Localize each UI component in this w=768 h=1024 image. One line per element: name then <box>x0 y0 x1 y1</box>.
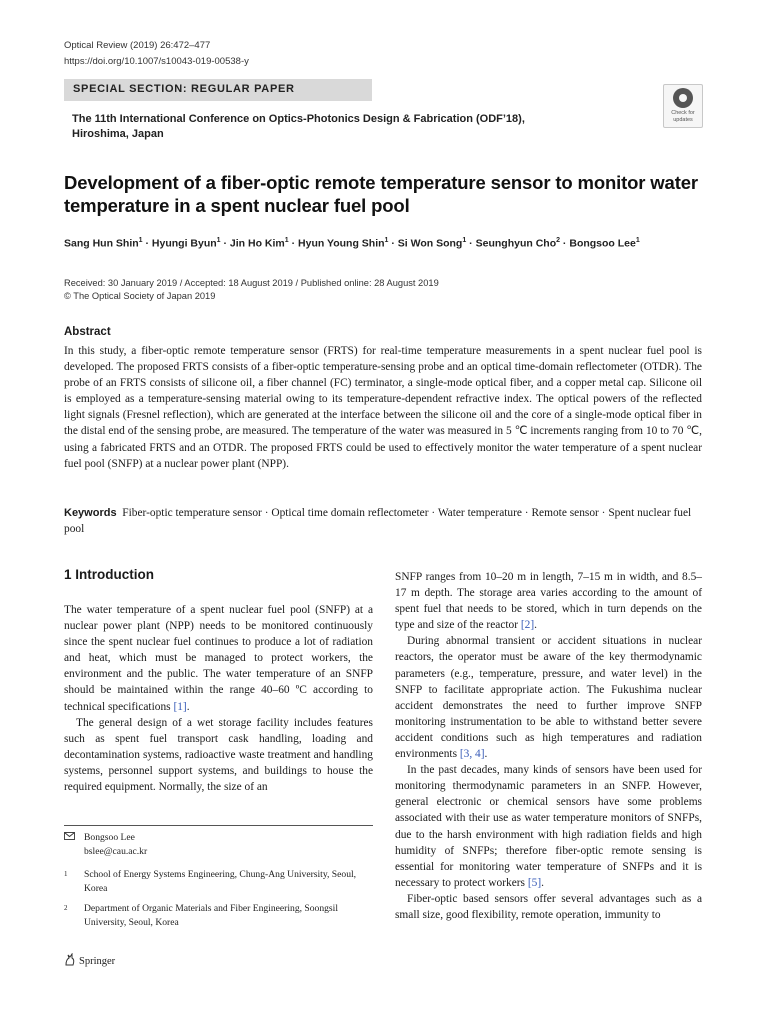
section-banner-label: SPECIAL SECTION: REGULAR PAPER <box>73 83 295 95</box>
affiliation-text: School of Energy Systems Engineering, Chung-Ang University, Seoul, Korea <box>84 869 357 894</box>
journal-citation: Optical Review (2019) 26:472–477 <box>64 40 211 51</box>
author-affiliation: 1 <box>216 237 221 244</box>
citation-link[interactable]: [1] <box>173 700 187 713</box>
badge-line-1: Check for <box>671 110 695 116</box>
corresponding-name: Bongsoo Lee <box>84 832 135 843</box>
paragraph-end: . <box>186 700 190 713</box>
abstract-text: In this study, a fiber-optic remote temperature sensor (FRTS) for real-time temperature measurements in a spent nuclear fuel pool is developed. The proposed FRTS consists of a fiber-optic temperature-sensing probe and an optical time-domain reflectometer (OTDR). The probe of an FRTS consists of silicone oil, a fiber channel (FC) terminator, a single-mode optical fiber, and a copper metal cap. Silicone oil is employed as a temperature-sensing material owing to its temperature-dependent refractive index. The optical powers of the reflected light signals (Fresnel reflection), which are generated at the interface between the silicone oil and the core of a single-mode optical fiber in the distal end of the sensing probe, are measured. The temperature of the water was measured in 5 ℃ increments ranging from 10 to 70 ℃, using a fabricated FRTS and an OTDR. The proposed FRTS could be used to effectively monitor the water temperature of a spent nuclear fuel pool (SNFP) at a nuclear power plant (NPP). <box>64 345 702 470</box>
corresponding-email[interactable]: bslee@cau.ac.kr <box>84 845 148 857</box>
copyright-line: © The Optical Society of Japan 2019 <box>64 291 216 301</box>
check-for-updates-icon[interactable] <box>663 84 703 128</box>
keywords-label: Keywords <box>64 507 117 519</box>
received-accepted-published: Received: 30 January 2019 / Accepted: 18 August 2019 / Published online: 28 August 2019 <box>64 278 439 288</box>
citation-link[interactable]: [2] <box>520 619 535 632</box>
abstract-heading: Abstract <box>64 326 111 338</box>
check-for-updates-circle <box>673 88 693 108</box>
author-separator: · <box>560 237 570 250</box>
author-affiliation: 1 <box>284 237 289 244</box>
author-name[interactable]: Sang Hun Shin <box>64 237 139 250</box>
author-separator: · <box>288 237 299 250</box>
conference-line-2: Hiroshima, Japan <box>72 128 164 140</box>
envelope-icon <box>64 832 75 846</box>
corresponding-author <box>64 831 373 859</box>
conference-line-1: The 11th International Conference on Optics-Photonics Design & Fabrication (ODF’18), <box>72 113 525 125</box>
author-affiliation: 1 <box>462 237 467 244</box>
paragraph: The general design of a wet storage facility includes features such as spent fuel transport cask handling, loading and decontamination systems, radioactive waste treatment and handling systems, personnel support systems, and buildings to house the required equipment. Normally, the size of an <box>64 716 373 794</box>
section-banner <box>64 79 372 101</box>
author-separator: · <box>142 237 152 250</box>
affiliation-text: Department of Organic Materials and Fiber Engineering, Soongsil University, Seoul, Korea <box>84 903 338 928</box>
paragraph-end: . <box>534 619 538 632</box>
paragraph <box>395 762 702 891</box>
publisher-logo <box>64 953 115 969</box>
affiliation-2 <box>64 902 373 930</box>
keywords-text: Fiber-optic temperature sensor · Optical time domain reflectometer · Water temperature · Remote sensor · Spent nuclear fuel pool <box>64 507 692 536</box>
paragraph: Fiber-optic based sensors offer several advantages such as a small size, good flexibility, remote operation, immunity to <box>395 892 702 921</box>
citation-link[interactable]: [3, 4] <box>459 748 485 761</box>
author-name[interactable]: Jin Ho Kim <box>229 237 285 250</box>
author-affiliation: 1 <box>384 237 389 244</box>
left-column <box>64 602 373 795</box>
affiliation-1 <box>64 868 373 896</box>
doi-link[interactable]: https://doi.org/10.1007/s10043-019-00538-y <box>64 56 249 67</box>
author-affiliation: 1 <box>138 237 143 244</box>
footnote-divider <box>64 825 373 826</box>
paragraph-text: During abnormal transient or accident situations in nuclear reactors, the operator must be aware of the key thermodynamic parameters (e.g., temperature, pressure, and water level) in the SNFP to facilitate appropriate action. The Fukushima nuclear accident demonstrates the need to further improve SNFP monitoring instrumentation to be able to withstand better severe accident conditions such as high temperatures and radiation environments <box>395 635 702 761</box>
paragraph-end: . <box>541 876 544 889</box>
paper-title: Development of a fiber-optic remote temperature sensor to monitor water temperature in a spent nuclear fuel pool <box>64 172 698 216</box>
publisher-name: Springer <box>79 956 116 967</box>
author-name[interactable]: Bongsoo Lee <box>569 237 636 250</box>
paragraph-text: In the past decades, many kinds of sensors have been used for monitoring thermodynamic parameters in an SNFP. However, general electronic or chemical sensors have some problems associated with their use as water temperature monitors of SNFPs, due to the harsh environment with high radiation fields and high humidity of SNFPs; therefore fiber-optic remote sensing is essential for monitoring water temperature of SNFPs and it is necessary to protect workers <box>395 764 702 889</box>
springer-horse-icon <box>64 953 76 969</box>
author-name[interactable]: Si Won Song <box>397 237 463 250</box>
introduction-heading: 1 Introduction <box>64 567 154 582</box>
paragraph <box>395 633 702 762</box>
author-separator: · <box>388 237 398 250</box>
citation-link[interactable]: [5] <box>527 876 542 889</box>
badge-line-2: updates <box>673 117 693 123</box>
publication-dates <box>64 277 439 303</box>
author-name[interactable]: Hyun Young Shin <box>298 237 385 250</box>
right-column <box>395 569 702 923</box>
author-separator: · <box>466 237 476 250</box>
conference-info <box>72 112 632 142</box>
keywords <box>64 505 702 537</box>
author-affiliation: 1 <box>635 237 640 244</box>
author-name[interactable]: Seunghyun Cho <box>475 237 557 250</box>
paragraph <box>64 602 373 715</box>
affiliation-number: 2 <box>64 904 68 912</box>
paragraph-text: SNFP ranges from 10–20 m in length, 7–15 m in width, and 8.5–17 m depth. The storage area varies according to the amount of spent fuel that needs to be stored, which in turn depends on the type and size of the reactor <box>395 571 702 632</box>
paragraph <box>395 569 702 633</box>
paragraph-text: The water temperature of a spent nuclear fuel pool (SNFP) at a nuclear power plant (NPP) needs to be monitored continuously since the spent nuclear fuel continues to produce a lot of radiation and heat, which must be managed to protect workers, the environment and the public. The water temperature of an SNFP should be maintained within the range 40–60 ºC according to technical specifications <box>64 604 373 713</box>
author-list <box>64 237 714 250</box>
author-affiliation: 2 <box>556 237 561 244</box>
author-name[interactable]: Hyungi Byun <box>151 237 217 250</box>
paragraph-end: . <box>484 748 488 761</box>
author-separator: · <box>220 237 230 250</box>
affiliation-number: 1 <box>64 870 68 878</box>
